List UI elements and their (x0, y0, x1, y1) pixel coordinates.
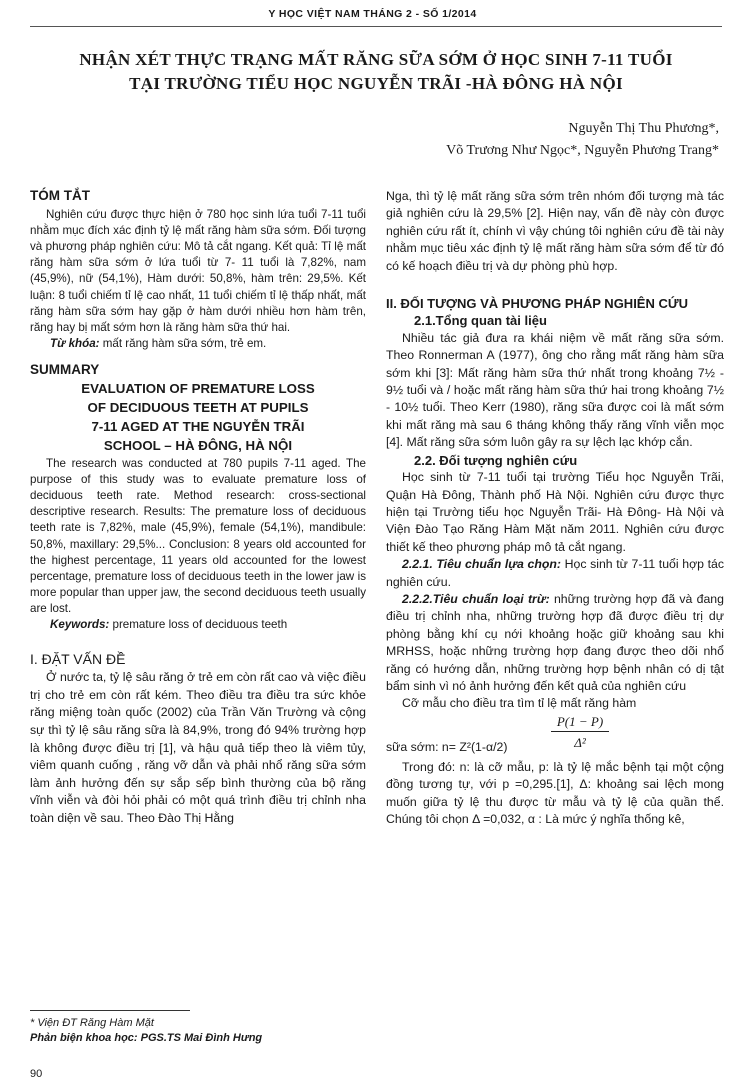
left-column (30, 188, 366, 828)
formula-fraction (551, 713, 609, 752)
article-title (30, 48, 722, 96)
tomtat-heading: TÓM TẮT (30, 188, 90, 203)
inclusion-criteria (386, 556, 724, 591)
summary-title (30, 380, 366, 454)
right-column (386, 188, 724, 828)
tomtat-keywords (50, 336, 366, 352)
summary-body: The research was conducted at 780 pupils 7-11 aged. The purpose of this study was to evaluate premature loss of deciduous teeth rate. Method research: cross-sectional descriptive research. Results: The premature loss of deciduous teeth rate is 7,82%, male (45,9%), female (54,1%), mandibule: 50,8%, maxillary: 29,5%... Conclusion: 8 years old accounted for the highest percentage, 11 years old accounted for the lowest percentage, premature loss of deciduous teeth in the lower jaw is more popular than upper jaw, the second deciduous teeth usually are lost. (30, 457, 366, 615)
header-rule (30, 26, 722, 27)
inclusion-label: 2.2.1. Tiêu chuẩn lựa chọn: (402, 557, 561, 572)
tomtat-body: Nghiên cứu được thực hiện ở 780 học sinh lứa tuổi 7-11 tuổi nhằm mục đích xác định tỷ lệ mất răng hàm sữa sớm. Đối tượng và phương pháp nghiên cứu: Mô tả cắt ngang. Kết quả: Tỉ lệ mất răng hàm sữa sớm ở lứa tuổi từ 7- 11 tuổi là 7,82%, nam (45,9%), nữ (54,1%), Hàm dưới: 50,8%, hàm trên: 29,5%. Kết luận: 8 tuổi chiếm tỉ lệ cao nhất, 11 tuổi chiếm tỉ lệ thấp nhất, mất răng hàm sữa sớm hay gặp ở hàm dưới nhiều hơn hàm trên, răng hay bị mất sớm hơn là răng hàm sữa thứ hai. (30, 208, 366, 334)
authors (446, 118, 719, 162)
summary-title-line-3: 7-11 AGED AT THE NGUYỄN TRÃI (91, 419, 305, 435)
tomtat-keywords-label: Từ khóa: (50, 336, 100, 350)
journal-header: Y HỌC VIỆT NAM THÁNG 2 - SỐ 1/2014 (268, 8, 477, 20)
summary-keywords (50, 617, 366, 633)
section2-2-heading: 2.2. Đối tượng nghiên cứu (414, 452, 578, 468)
summary-title-line-2: OF DECIDUOUS TEETH AT PUPILS (87, 400, 309, 416)
section1-heading: I. ĐẶT VẤN ĐỀ (30, 651, 126, 668)
exclusion-criteria (386, 591, 724, 695)
footnote-rule (30, 1010, 190, 1011)
sample-size-intro: Cỡ mẫu cho điều tra tìm tỉ lệ mất răng hàm (402, 696, 637, 711)
formula-lhs: sữa sớm: n= Z²(1-α/2) (386, 739, 508, 754)
tomtat-keywords-text: mất răng hàm sữa sớm, trẻ em. (99, 336, 267, 350)
formula-denominator: Δ² (574, 735, 586, 751)
title-line-1: NHẬN XÉT THỰC TRẠNG MẤT RĂNG SỮA SỚM Ở HỌC SINH 7-11 TUỔI (79, 50, 673, 69)
summary-title-line-4: SCHOOL – HÀ ĐÔNG, HÀ NỘI (103, 438, 293, 454)
authors-line-1: Nguyễn Thị Thu Phương*, (568, 121, 719, 136)
inclusion-text: Học sinh từ 7-11 tuổi hợp tác nghiên cứu. (386, 557, 724, 589)
sample-size-body: Trong đó: n: là cỡ mẫu, p: là tỷ lệ mắc bệnh tại một cộng đồng tương tự, với p =0,295.[1], Δ: khoảng sai lệch mong muốn giữa tỷ lệ thu được từ mẫu và tỷ lệ của quần thể. Chúng tôi chọn Δ =0,032, α : Là mức ý nghĩa thống kê, (386, 759, 724, 826)
sample-size-formula (386, 713, 724, 759)
section2-1-heading: 2.1.Tổng quan tài liệu (414, 313, 547, 329)
exclusion-text: những trường hợp đã và đang điều trị chỉnh nha, những trường hợp đã được điều trị dự phòng bằng khí cụ nới khoảng hoặc giữ khoảng sau khi MRHSS, hoặc những trường hợp đang được theo dõi nhổ răng có hướng dẫn, những trường hợp bệnh nhân có dị tật bẩm sinh vì nó ảnh hưởng đến kết quả của nghiên cứu (386, 591, 724, 693)
section2-heading: II. ĐỐI TƯỢNG VÀ PHƯƠNG PHÁP NGHIÊN CỨU (386, 296, 689, 312)
page-number: 90 (30, 1068, 43, 1080)
summary-heading: SUMMARY (30, 361, 100, 377)
section2-2-body: Học sinh từ 7-11 tuổi tại trường Tiểu học Nguyễn Trãi, Quận Hà Đông, Thành phố Hà Nội. Nghiên cứu được thực hiện tại Trường tiểu học Nguyễn Trãi- Hà Đông- Hà Nội và Viện Đào Tạo Răng Hàm Mặt năm 2011. Nghiên cứu được thiết kế theo phương pháp mô tả cắt ngang. (386, 470, 724, 554)
summary-keywords-label: Keywords: (50, 617, 110, 631)
authors-line-2: Võ Trương Như Ngọc*, Nguyễn Phương Trang* (446, 143, 719, 158)
exclusion-label: 2.2.2.Tiêu chuẩn loại trừ: (402, 591, 550, 606)
section2-1-body: Nhiều tác giả đưa ra khái niệm về mất răng sữa sớm. Theo Ronnerman A (1977), ông cho rằng mất răng hàm sữa sớm khi [3]: Mất răng hàm sữa thứ nhất trong khoảng 7½ - 9½ tuổi và / hoặc mất răng hàm sữa thứ hai trong khoảng 7½ - 10½ tuổi. Theo Kerr (1980), răng sữa được coi là mất sớm khi mất răng mà sau 6 tháng không thấy răng vĩnh viễn mọc [4]. Mất răng sữa sớm luôn gây ra sự lệch lạc khớp cắn. (386, 330, 724, 450)
section1-body: Ở nước ta, tỷ lệ sâu răng ở trẻ em còn rất cao và việc điều trị cho trẻ em còn rất kém. Theo điều tra điều tra sức khỏe răng miệng toàn quốc (2002) của Trần Văn Trường và cộng sự thì tỷ lệ sâu răng sữa là 84,9%, trong đó 94% trường hợp là không được điều trị [1], và hậu quả tiếp theo là viêm tủy, viêm quanh cuống , răng vỡ dẫn và phải nhổ răng sữa sớm làm ảnh hưởng đến sự sắp sếp bình thường của bộ răng vĩnh viễn và đòi hỏi phải có một quá trình điều trị chỉnh nha toàn diện về sau. Theo Đào Thị Hằng (30, 670, 366, 825)
title-line-2: TẠI TRƯỜNG TIỂU HỌC NGUYỄN TRÃI -HÀ ĐÔNG HÀ NỘI (129, 74, 623, 93)
intro-continuation: Nga, thì tỷ lệ mất răng sữa sớm trên nhóm đối tượng mà tác giả nghiên cứu là 29,5% [2]. Hiện nay, vấn đề này còn được nghiên cứu rất ít, chính vì vậy chúng tôi nghiên cứu đề tài này nhằm mục tiêu xác định tỷ lệ mất răng hàm sữa sớm để từ đó có kế hoạch điều trị và dự phòng phù hợp. (386, 189, 724, 273)
footnote-reviewer: Phản biện khoa học: PGS.TS Mai Đình Hưng (30, 1032, 263, 1044)
formula-numerator: P(1 − P) (551, 713, 609, 732)
summary-title-line-1: EVALUATION OF PREMATURE LOSS (81, 381, 315, 397)
summary-keywords-text: premature loss of deciduous teeth (109, 617, 288, 631)
footnote (30, 1016, 262, 1046)
footnote-affiliation: * Viện ĐT Răng Hàm Mặt (30, 1017, 154, 1029)
